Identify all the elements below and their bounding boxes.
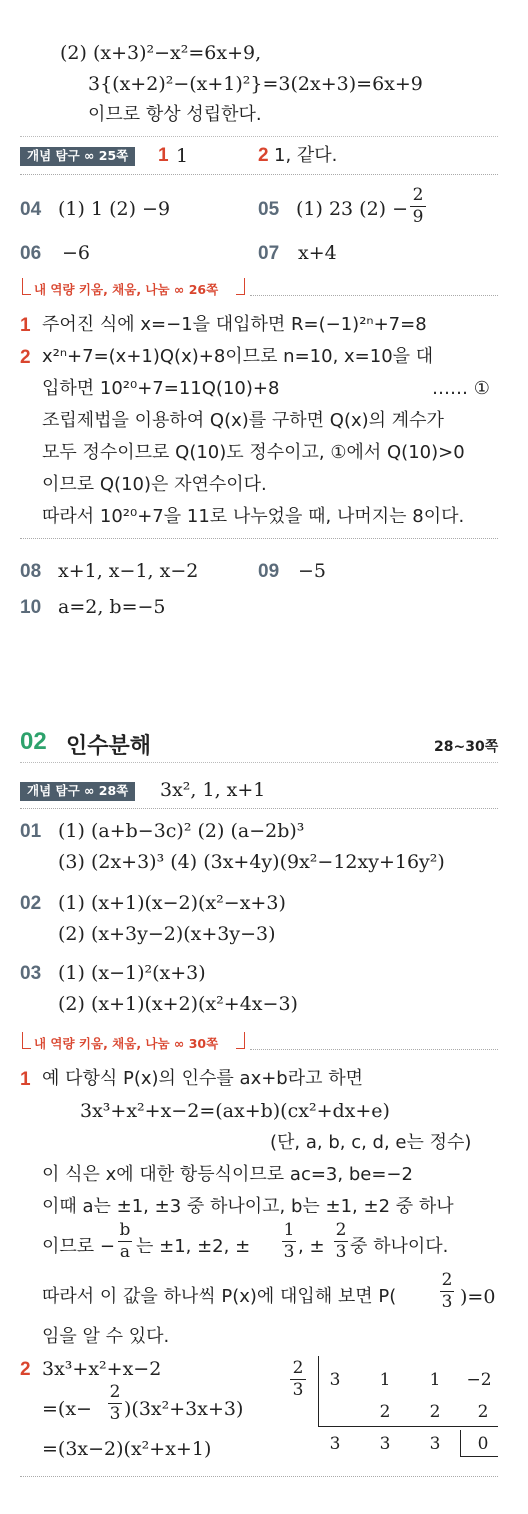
divider — [20, 174, 498, 175]
text-line: 주어진 식에 x=−1을 대입하면 R=(−1)²ⁿ+7=8 — [42, 314, 427, 335]
question-number: 07 — [258, 243, 280, 264]
text-line: =(3x−2)(x²+x+1) — [42, 1438, 212, 1460]
synthetic-hline — [318, 1426, 498, 1427]
box-label: 내 역량 키움, 채움, 나눔 ∞ 26쪽 — [34, 282, 219, 297]
text-line: x²ⁿ+7=(x+1)Q(x)+8이므로 n=10, x=10을 대 — [42, 346, 434, 367]
text-line: 이때 a는 ±1, ±3 중 하나이고, b는 ±1, ±2 중 하나 — [42, 1196, 454, 1217]
synthetic-cell: 2 — [477, 1402, 489, 1422]
answer-number: 2 — [258, 145, 269, 166]
answer-text: −6 — [62, 242, 91, 264]
fraction: 2 3 — [335, 1220, 347, 1262]
divider — [20, 762, 498, 763]
fraction: b a — [119, 1220, 131, 1262]
answer-text: (1) (a+b−3c)² (2) (a−2b)³ — [58, 820, 305, 842]
text-line: 중 하나이다. — [350, 1236, 449, 1257]
text-line: 이므로 Q(10)은 자연수이다. — [42, 474, 267, 495]
text-line: 3x³+x²+x−2 — [42, 1358, 162, 1380]
fraction: 2 3 — [109, 1382, 121, 1424]
answer-text: 1 — [176, 145, 189, 167]
text-line: )(3x²+3x+3) — [124, 1398, 244, 1420]
synthetic-cell: 3 — [429, 1434, 441, 1454]
text-line: =(x− — [42, 1398, 92, 1420]
synthetic-cell: 2 — [379, 1402, 391, 1422]
text-line: (단, a, b, c, d, e는 정수) — [270, 1132, 472, 1153]
answer-text: (1) (x−1)²(x+3) — [58, 962, 206, 984]
page-range: 28~30쪽 — [434, 739, 499, 755]
answer-text: x+4 — [298, 242, 337, 264]
text-line: 이 식은 x에 대한 항등식이므로 ac=3, be=−2 — [42, 1164, 413, 1185]
text-line: 입하면 10²⁰+7=11Q(10)+8 — [42, 378, 280, 399]
question-number: 04 — [20, 199, 42, 220]
box-bracket — [236, 1032, 245, 1049]
fraction: 2 3 — [441, 1270, 453, 1312]
question-number: 03 — [20, 963, 42, 984]
answer-text: x+1, x−1, x−2 — [58, 560, 199, 582]
answer-number: 1 — [158, 145, 169, 166]
section-number: 02 — [20, 728, 47, 755]
section-title: 인수분해 — [66, 734, 152, 759]
text-line: 이므로 − — [42, 1236, 115, 1257]
text-line: (2) (x+3)²−x²=6x+9, — [60, 42, 262, 64]
synthetic-cell: 3 — [379, 1434, 391, 1454]
answer-text: 1, 같다. — [274, 145, 338, 166]
text-line: 임을 알 수 있다. — [42, 1326, 170, 1347]
problem-number: 1 — [20, 315, 31, 336]
text-line: 조립제법을 이용하여 Q(x)를 구하면 Q(x)의 계수가 — [42, 410, 444, 431]
text-line: 모두 정수이므로 Q(10)도 정수이고, ①에서 Q(10)>0 — [42, 442, 465, 463]
text-line: 이므로 항상 성립한다. — [88, 104, 262, 125]
synthetic-cell: 1 — [379, 1370, 391, 1390]
divider — [250, 1049, 498, 1050]
divider — [250, 295, 498, 296]
remainder-box-bottom — [460, 1456, 498, 1457]
equation-marker: …… ① — [432, 378, 490, 399]
question-number: 09 — [258, 561, 280, 582]
fraction: 2 9 — [410, 187, 426, 226]
box-label: 내 역량 키움, 채움, 나눔 ∞ 30쪽 — [34, 1036, 219, 1051]
synthetic-cell: 3 — [329, 1370, 341, 1390]
problem-number: 2 — [20, 1359, 31, 1380]
answer-text: −5 — [298, 560, 327, 582]
answer-text: (2) (x+3y−2)(x+3y−3) — [58, 923, 276, 945]
box-bracket — [22, 278, 31, 295]
text-line: 따라서 10²⁰+7을 11로 나누었을 때, 나머지는 8이다. — [42, 506, 465, 527]
text-line: 따라서 이 값을 하나씩 P(x)에 대입해 보면 P( — [42, 1286, 397, 1307]
text-line: 는 ±1, ±2, ± — [136, 1236, 251, 1257]
box-bracket — [22, 1032, 31, 1049]
answer-text: 3x², 1, x+1 — [160, 779, 266, 801]
synthetic-remainder: 0 — [477, 1434, 489, 1454]
synthetic-root: 2 3 — [290, 1360, 306, 1399]
concept-tag: 개념 탐구 ∞ 28쪽 — [20, 782, 135, 801]
problem-number: 2 — [20, 347, 31, 368]
question-number: 10 — [20, 597, 42, 618]
concept-tag: 개념 탐구 ∞ 25쪽 — [20, 147, 135, 166]
synthetic-cell: 2 — [429, 1402, 441, 1422]
answer-text: (1) 1 (2) −9 — [58, 198, 171, 220]
synthetic-cell: 3 — [329, 1434, 341, 1454]
fraction: 1 3 — [283, 1220, 295, 1262]
question-number: 05 — [258, 199, 280, 220]
answer-text: (2) (x+1)(x+2)(x²+4x−3) — [58, 993, 298, 1015]
divider — [20, 808, 498, 809]
answer-text: (3) (2x+3)³ (4) (3x+4y)(9x²−12xy+16y²) — [58, 851, 445, 873]
text-line: )=0 — [460, 1286, 496, 1308]
synthetic-vline — [318, 1356, 319, 1426]
question-number: 02 — [20, 893, 42, 914]
box-bracket — [236, 278, 245, 295]
synthetic-cell: 1 — [429, 1370, 441, 1390]
text-line: , ± — [298, 1236, 325, 1257]
question-number: 06 — [20, 243, 42, 264]
text-line: 3x³+x²+x−2=(ax+b)(cx²+dx+e) — [80, 1100, 390, 1122]
answer-text: (1) (x+1)(x−2)(x²−x+3) — [58, 892, 286, 914]
text-line: 예 다항식 P(x)의 인수를 ax+b라고 하면 — [42, 1068, 364, 1089]
divider — [20, 1476, 498, 1477]
synthetic-cell: −2 — [466, 1370, 492, 1390]
remainder-box-left — [460, 1430, 461, 1456]
divider — [20, 538, 498, 539]
text-line: 3{(x+2)²−(x+1)²}=3(2x+3)=6x+9 — [88, 73, 423, 95]
problem-number: 1 — [20, 1069, 31, 1090]
answer-text: (1) 23 (2) − — [296, 198, 409, 220]
question-number: 08 — [20, 561, 42, 582]
question-number: 01 — [20, 821, 42, 842]
answer-text: a=2, b=−5 — [58, 596, 166, 618]
divider — [20, 136, 498, 137]
